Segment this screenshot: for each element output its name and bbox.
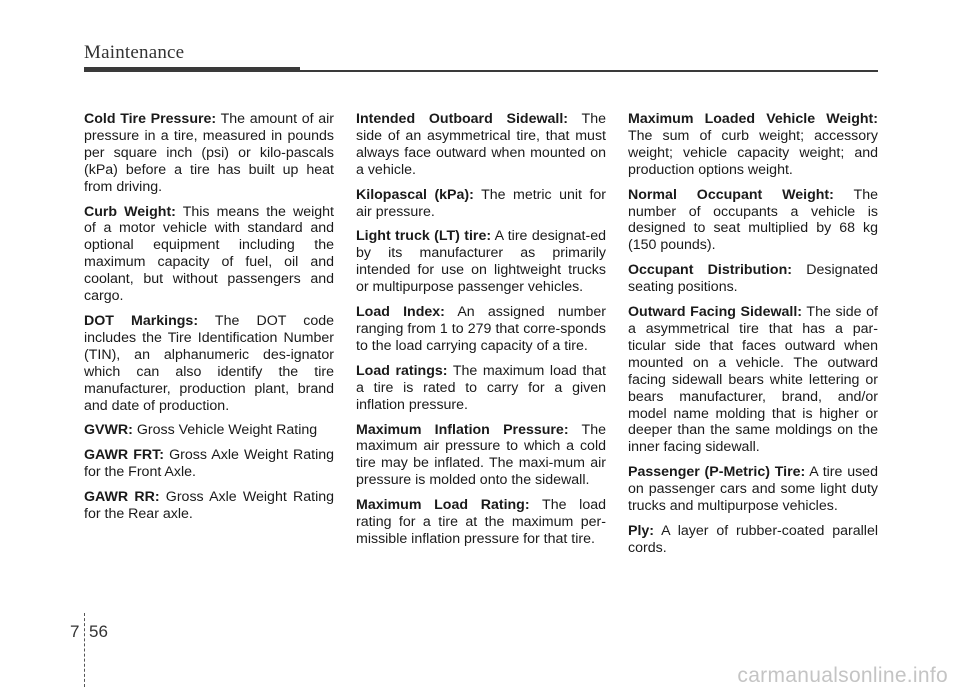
footer-divider: [84, 613, 85, 687]
term: Outward Facing Sidewall:: [628, 304, 803, 321]
definition-text: The DOT code includes the Tire Identification Number (TIN), an alphanumeric des-ignator which can also identify the tire manufacturer, production plant, brand and date of production.: [84, 312, 334, 414]
term: Ply:: [628, 522, 655, 539]
term: Maximum Inflation Pressure:: [356, 421, 569, 438]
definition-text: Gross Axle Weight Rating for the Front Axle.: [84, 447, 335, 481]
header-rule-thick: [84, 67, 300, 72]
definition-ply: [628, 523, 878, 557]
term: Cold Tire Pressure:: [84, 111, 217, 127]
definition-text: The amount of air pressure in a tire, measured in pounds per square inch (psi) or kilo-pascals (kPa) before a tire has built up heat from driving.: [84, 111, 334, 195]
term: Kilopascal (kPa):: [356, 186, 474, 203]
definition-text: A tire designat-ed by its manufacturer as primarily intended for use on lightweight trucks or multipurpose passenger vehicles.: [356, 228, 606, 296]
term: Occupant Distribution:: [628, 262, 792, 279]
page-title: Maintenance: [84, 42, 185, 63]
definition-text: A tire used on passenger cars and some light duty trucks and multipurpose vehicles.: [628, 464, 878, 515]
definition-maximum-loaded-vehicle-weight: [628, 111, 878, 179]
chapter-number: 7: [70, 622, 80, 641]
definition-text: Designated seating positions.: [628, 262, 878, 296]
definition-occupant-distribution: [628, 262, 878, 296]
definition-text: The load rating for a tire at the maximum per-missible inflation pressure for that tire.: [356, 497, 606, 547]
definition-curb-weight: [84, 204, 334, 305]
definition-gawr-frt: [84, 447, 334, 481]
column-3: [628, 111, 878, 565]
term: Passenger (P-Metric) Tire:: [628, 464, 806, 481]
definition-text: An assigned number ranging from 1 to 279 that corre-sponds to the load carrying capacity of a tire.: [356, 304, 606, 354]
definition-text: The side of an asymmetrical tire, that must always face outward when mounted on a vehicle.: [356, 111, 606, 178]
term: Intended Outboard Sidewall:: [356, 111, 569, 127]
definition-gvwr: [84, 422, 334, 439]
term: GAWR FRT:: [84, 447, 164, 464]
definition-outward-facing-sidewall: [628, 304, 878, 456]
definition-cold-tire-pressure: [84, 111, 334, 196]
term: Normal Occupant Weight:: [628, 186, 834, 203]
definition-passenger-tire: [628, 464, 878, 515]
term: GAWR RR:: [84, 489, 160, 506]
definition-text: The side of a asymmetrical tire that has a par-ticular side that faces outward when mounted on a vehicle. The outward facing sidewall bears white lettering or bears manufacturer, brand, and/or model name molding that is higher or deeper than the same moldings on the inner facing sidewall.: [628, 304, 878, 456]
term: Maximum Loaded Vehicle Weight:: [628, 111, 878, 127]
definition-intended-outboard-sidewall: [356, 111, 606, 179]
term: Curb Weight:: [84, 203, 176, 220]
definition-text: Gross Vehicle Weight Rating: [136, 422, 318, 439]
definition-text: The maximum load that a tire is rated to carry for a given inflation pressure.: [356, 362, 606, 413]
definition-load-index: [356, 304, 606, 355]
definition-kilopascal: [356, 187, 606, 221]
definition-dot-markings: [84, 313, 334, 414]
definition-text: The metric unit for air pressure.: [356, 186, 606, 220]
definition-text: The maximum air pressure to which a cold tire may be inflated. The maxi-mum air pressure is molded onto the sidewall.: [356, 421, 606, 489]
definition-text: The number of occupants a vehicle is designed to seat multiplied by 68 kg (150 pounds).: [628, 186, 878, 254]
definition-light-truck-tire: [356, 228, 606, 296]
watermark: carmanualsonline.info: [737, 664, 948, 687]
term: Load ratings:: [356, 362, 448, 379]
term: DOT Markings:: [84, 312, 199, 329]
term: GVWR:: [84, 422, 133, 439]
definition-text: This means the weight of a motor vehicle with standard and optional equipment including the maximum capacity of fuel, oil and coolant, but without passengers and cargo.: [84, 203, 335, 305]
page-number: 56: [89, 622, 108, 641]
definition-text: The sum of curb weight; accessory weight; vehicle capacity weight; and production options weight.: [628, 127, 878, 178]
term: Light truck (LT) tire:: [356, 228, 492, 245]
definition-maximum-inflation-pressure: [356, 422, 606, 490]
term: Load Index:: [356, 304, 445, 321]
definition-maximum-load-rating: [356, 497, 606, 548]
definition-normal-occupant-weight: [628, 187, 878, 255]
column-1: [84, 111, 334, 531]
column-2: [356, 111, 606, 556]
header-rule-thin: [300, 70, 878, 72]
term: Maximum Load Rating:: [356, 497, 530, 514]
definition-load-ratings: [356, 363, 606, 414]
definition-text: Gross Axle Weight Rating for the Rear axle.: [84, 489, 335, 523]
definition-gawr-rr: [84, 489, 334, 523]
definition-text: A layer of rubber-coated parallel cords.: [628, 522, 878, 556]
